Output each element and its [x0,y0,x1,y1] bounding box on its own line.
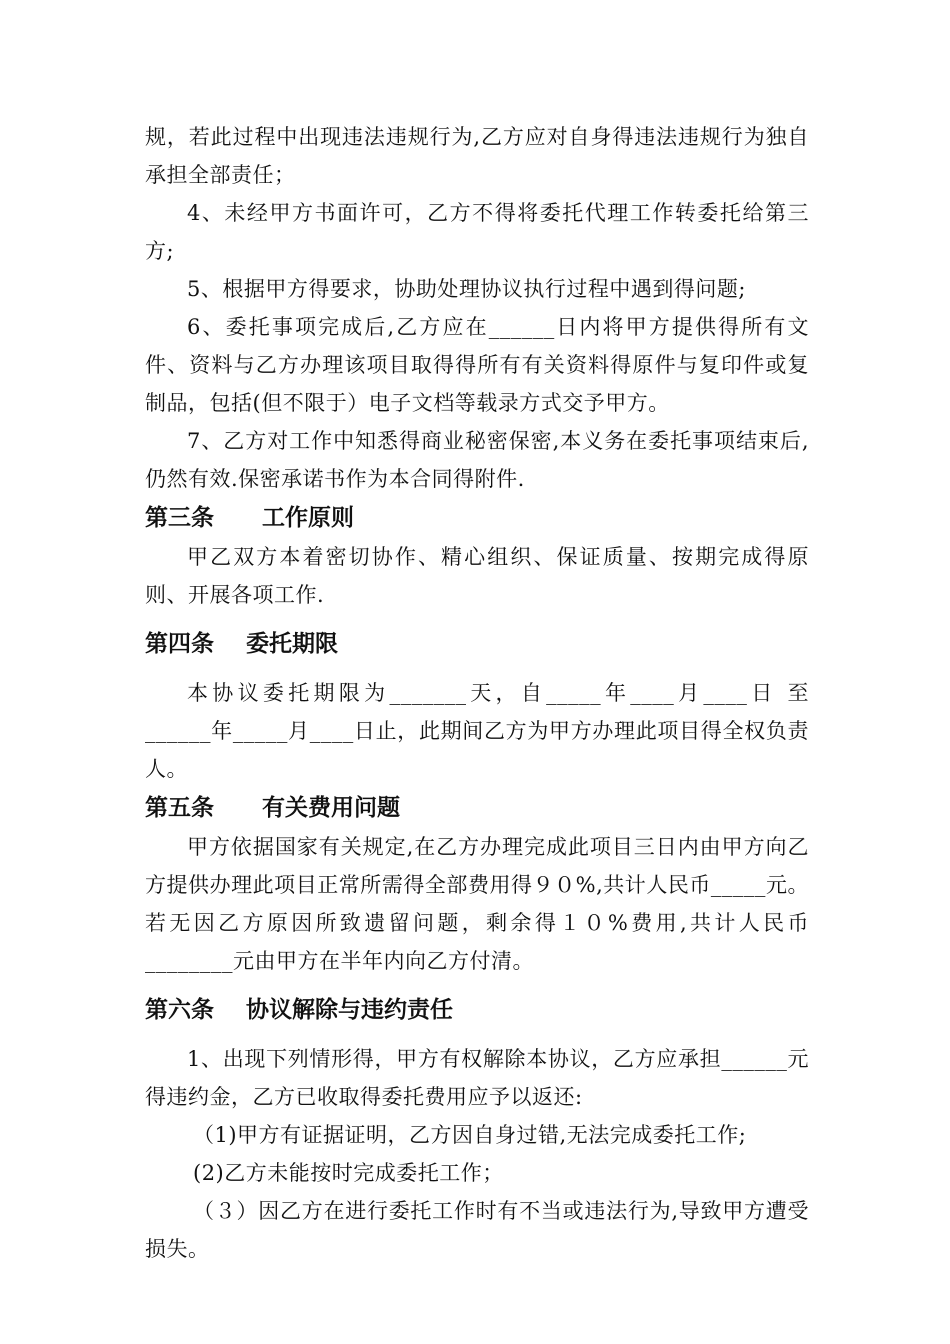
section-heading-6: 第六条 协议解除与违约责任 [145,997,454,1023]
section-5-body: 甲方依据国家有关规定,在乙方办理完成此项目三日内由甲方向乙方提供办理此项目正常所需得全部费用得９０%,共计人民币_____元。若无因乙方原因所致遗留问题，剩余得１０%费用,共计人民币________元由甲方在半年内向乙方付清。 [145,835,809,973]
clause-item-7: 7、乙方对工作中知悉得商业秘密保密,本义务在委托事项结束后,仍然有效.保密承诺书作为本合同得附件. [145,429,809,491]
section-6-subitem-1: （1)甲方有证据证明，乙方因自身过错,无法完成委托工作; [193,1123,747,1147]
paragraph-continuation: 规，若此过程中出现违法违规行为,乙方应对自身得违法违规行为独自承担全部责任； [145,125,809,187]
section-6-subitem-3: （３）因乙方在进行委托工作时有不当或违法行为,导致甲方遭受损失。 [145,1199,809,1261]
section-3-body: 甲乙双方本着密切协作、精心组织、保证质量、按期完成得原则、开展各项工作. [145,545,809,607]
clause-item-5: 5、根据甲方得要求，协助处理协议执行过程中遇到得问题; [187,277,746,301]
section-4-body: 本协议委托期限为_______天，自_____年____月____日 至 ______年_____月____日止，此期间乙方为甲方办理此项目得全权负责人。 [145,681,809,781]
section-6-subitem-2: (2)乙方未能按时完成委托工作； [193,1161,504,1185]
section-heading-3: 第三条 工作原则 [145,505,355,531]
document-body [145,118,809,1268]
clause-item-4: 4、未经甲方书面许可，乙方不得将委托代理工作转委托给第三方; [145,201,809,263]
section-heading-4: 第四条 委托期限 [145,631,339,657]
section-heading-5: 第五条 有关费用问题 [145,795,401,821]
section-6-item-1: 1、出现下列情形得，甲方有权解除本协议，乙方应承担______元得违约金，乙方已收取得委托费用应予以返还: [145,1047,809,1109]
clause-item-6: 6、委托事项完成后,乙方应在______日内将甲方提供得所有文件、资料与乙方办理该项目取得得所有有关资料得原件与复印件或复制品，包括(但不限于）电子文档等载录方式交予甲方。 [145,315,809,415]
